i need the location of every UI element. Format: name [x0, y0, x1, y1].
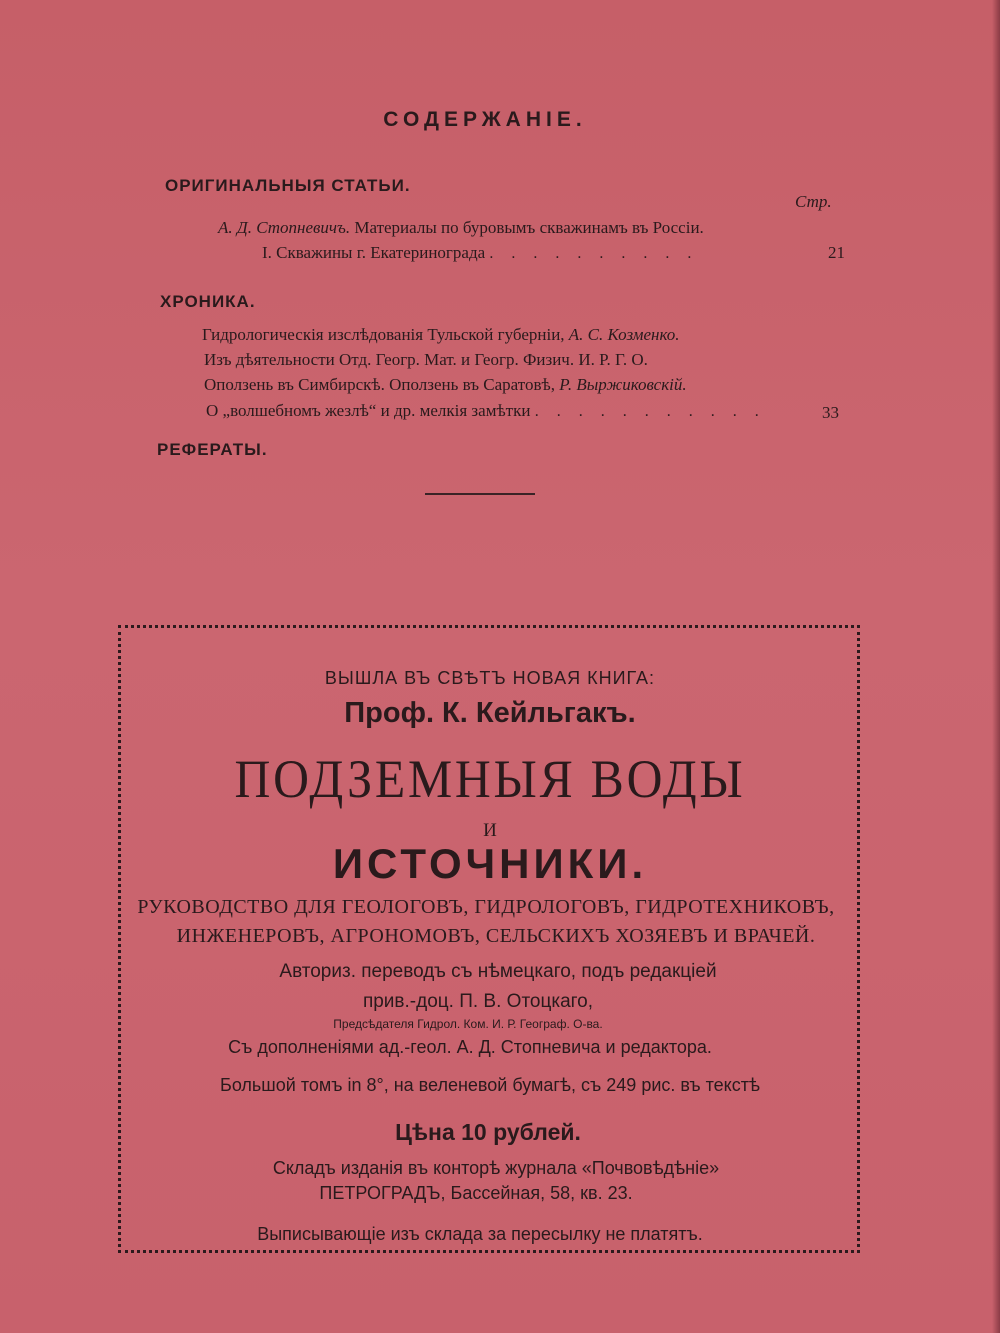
ad-shipping-note: Выписывающіе изъ склада за пересылку не платятъ. — [257, 1224, 703, 1244]
toc-entry-stopnevich — [218, 218, 704, 238]
divider-rule — [425, 493, 535, 495]
ad-volume-info: Большой томъ in 8°, на веленевой бумагѣ, съ 249 рис. въ текстѣ — [220, 1075, 760, 1095]
ad-editor: прив.-доц. П. В. Отоцкаго, — [362, 991, 594, 1012]
leader-dots: . . . . . . . . . . . — [534, 403, 766, 420]
toc-entry-department: Изъ дѣятельности Отд. Геогр. Мат. и Геогр. Физич. И. Р. Г. О. — [204, 350, 648, 369]
page-number-33: 33 — [822, 403, 839, 422]
entry-author: А. Д. Стопневичъ. — [218, 218, 351, 237]
ad-audience-line-1: РУКОВОДСТВО ДЛЯ ГЕОЛОГОВЪ, ГИДРОЛОГОВЪ, ГИДРОТЕХНИКОВЪ, — [137, 896, 835, 918]
ad-additions: Съ дополненіями ад.-геол. А. Д. Стопневича и редактора. — [228, 1037, 712, 1057]
ad-conjunction: И — [483, 820, 497, 841]
page-number-21: 21 — [828, 243, 845, 262]
section-heading-abstracts: РЕФЕРАТЫ. — [157, 440, 268, 459]
section-heading-chronicle: ХРОНИКА. — [160, 292, 256, 311]
toc-entry-landslides: Оползень въ Симбирскѣ. Оползень въ Саратовѣ, Р. Выржиковскій. — [204, 375, 687, 394]
ad-translation-note: Авториз. переводъ съ нѣмецкаго, подъ редакціей — [279, 961, 717, 982]
ad-book-title: ПОДЗЕМНЫЯ ВОДЫ — [234, 749, 746, 809]
entry-author: А. С. Козменко. — [568, 325, 680, 344]
leader-dots: . . . . . . . . . . — [489, 245, 699, 262]
entry-title: Материалы по буровымъ скважинамъ въ Россіи. — [354, 218, 704, 237]
page-edge-shadow — [992, 0, 1000, 1333]
entry-author: Р. Выржиковскій. — [559, 375, 687, 394]
toc-entry-wells — [262, 243, 698, 263]
ad-address: ПЕТРОГРАДЪ, Бассейная, 58, кв. 23. — [319, 1183, 633, 1203]
ad-book-subtitle: ИСТОЧНИКИ. — [332, 840, 648, 887]
section-heading-original-articles: ОРИГИНАЛЬНЫЯ СТАТЬИ. — [165, 176, 411, 195]
entry-title: I. Скважины г. Екатеринограда — [262, 243, 486, 262]
toc-entry-magic-rod: О „волшебномъ жезлѣ“ и др. мелкія замѣтки . . . . . . . . . . . — [206, 401, 766, 420]
ad-editor-title: Предсѣдателя Гидрол. Ком. И. Р. Географ. О-ва. — [333, 1017, 603, 1031]
toc-entry-tula: Гидрологическія изслѣдованія Тульской губерніи, А. С. Козменко. — [202, 325, 680, 344]
ad-author: Проф. К. Кейльгакъ. — [344, 697, 636, 729]
toc-title: СОДЕРЖАНІЕ. — [383, 108, 587, 131]
ad-audience-line-2: ИНЖЕНЕРОВЪ, АГРОНОМОВЪ, СЕЛЬСКИХЪ ХОЗЯЕВЪ И ВРАЧЕЙ. — [176, 925, 816, 947]
ad-price: Цѣна 10 рублей. — [395, 1119, 581, 1145]
ad-warehouse: Складъ изданія въ конторѣ журнала «Почвовѣдѣніе» — [272, 1158, 720, 1178]
page-column-label: Стр. — [795, 192, 832, 211]
ad-announcement: ВЫШЛА ВЪ СВѢТЪ НОВАЯ КНИГА: — [324, 668, 656, 688]
